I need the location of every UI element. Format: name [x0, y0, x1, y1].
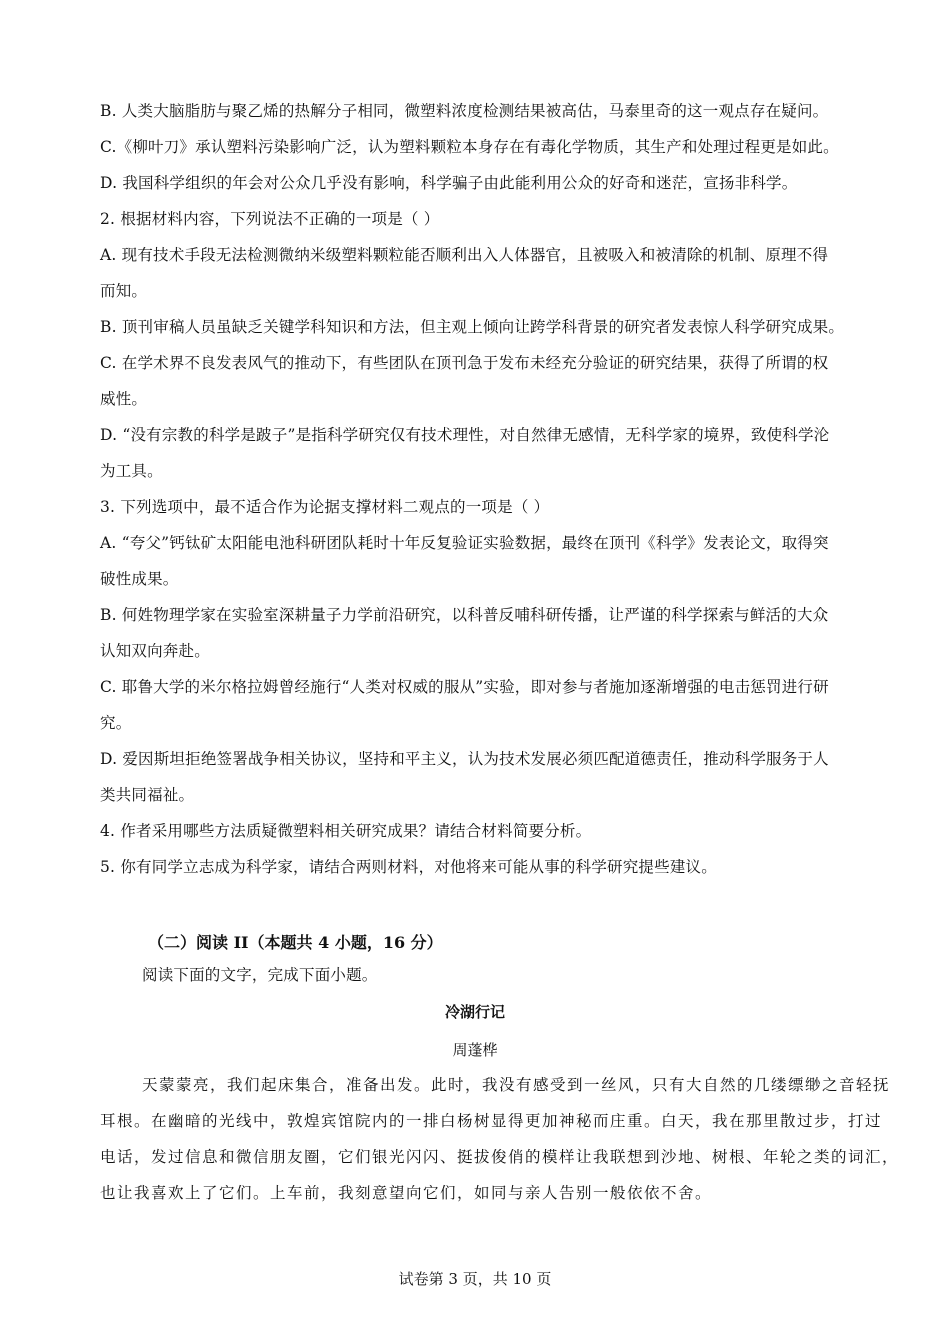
section-instruction: 阅读下面的文字，完成下面小题。	[142, 966, 378, 984]
question-2-stem: 2. 根据材料内容，下列说法不正确的一项是（ ）	[100, 210, 440, 228]
question-3-option-d: D. 爱因斯坦拒绝签署战争相关协议，坚持和平主义，认为技术发展必须匹配道德责任，推动科学服务于人	[100, 750, 829, 768]
article-author: 周蓬桦	[452, 1041, 498, 1059]
article-paragraph-line-4: 也让我喜欢上了它们。上车前，我刻意望向它们，如同与亲人告别一般依依不舍。	[100, 1184, 713, 1202]
question-2-option-a: A. 现有技术手段无法检测微纳米级塑料颗粒能否顺利出入人体器官，且被吸入和被清除的机制、原理不得	[100, 246, 829, 264]
question-4: 4. 作者采用哪些方法质疑微塑料相关研究成果？请结合材料简要分析。	[100, 822, 592, 840]
article-title: 冷湖行记	[444, 1003, 505, 1021]
question-3-option-b: B. 何姓物理学家在实验室深耕量子力学前沿研究，以科普反哺科研传播，让严谨的科学探索与鲜活的大众	[100, 606, 829, 624]
question-3-option-d-cont: 类共同福祉。	[100, 786, 195, 804]
question-3-stem: 3. 下列选项中，最不适合作为论据支撑材料二观点的一项是（ ）	[100, 498, 550, 516]
question-3-option-c-cont: 究。	[100, 714, 132, 732]
question-2-option-b: B. 顶刊审稿人员虽缺乏关键学科知识和方法，但主观上倾向让跨学科背景的研究者发表惊人科学研究成果。	[100, 318, 845, 336]
section-heading: （二）阅读 II（本题共 4 小题，16 分）	[148, 933, 443, 952]
question-1-option-c: C.《柳叶刀》承认塑料污染影响广泛，认为塑料颗粒本身存在有毒化学物质，其生产和处理过程更是如此。	[100, 138, 839, 156]
question-3-option-c: C. 耶鲁大学的米尔格拉姆曾经施行“人类对权威的服从”实验，即对参与者施加逐渐增强的电击惩罚进行研	[100, 678, 829, 696]
question-2-option-d-cont: 为工具。	[100, 462, 163, 480]
question-2-option-d: D. “没有宗教的科学是跛子”是指科学研究仅有技术理性，对自然律无感情，无科学家的境界，致使科学沦	[100, 426, 830, 444]
question-3-option-b-cont: 认知双向奔赴。	[100, 642, 210, 660]
article-paragraph-line-1: 天蒙蒙亮，我们起床集合，准备出发。此时，我没有感受到一丝风，只有大自然的几缕缥缈之音轻抚	[142, 1076, 891, 1094]
question-3-option-a-cont: 破性成果。	[100, 570, 179, 588]
question-2-option-c: C. 在学术界不良发表风气的推动下，有些团队在顶刊急于发布未经充分验证的研究结果，获得了所谓的权	[100, 354, 829, 372]
page-footer: 试卷第 3 页，共 10 页	[398, 1270, 552, 1288]
question-3-option-a: A. “夸父”钙钛矿太阳能电池科研团队耗时十年反复验证实验数据，最终在顶刊《科学》发表论文，取得突	[100, 534, 829, 552]
question-2-option-c-cont: 威性。	[100, 390, 148, 408]
article-paragraph-line-3: 电话，发过信息和微信朋友圈，它们银光闪闪、挺拔俊俏的模样让我联想到沙地、树根、年轮之类的词汇，	[100, 1148, 900, 1166]
question-5: 5. 你有同学立志成为科学家，请结合两则材料，对他将来可能从事的科学研究提些建议。	[100, 858, 717, 876]
question-1-option-b: B. 人类大脑脂肪与聚乙烯的热解分子相同，微塑料浓度检测结果被高估，马泰里奇的这一观点存在疑问。	[100, 102, 829, 120]
article-paragraph-line-2: 耳根。在幽暗的光线中，敦煌宾馆院内的一排白杨树显得更加神秘而庄重。白天，我在那里散过步，打过	[100, 1112, 883, 1130]
question-2-option-a-cont: 而知。	[100, 282, 148, 300]
question-1-option-d: D. 我国科学组织的年会对公众几乎没有影响，科学骗子由此能利用公众的好奇和迷茫，宣扬非科学。	[100, 174, 798, 192]
